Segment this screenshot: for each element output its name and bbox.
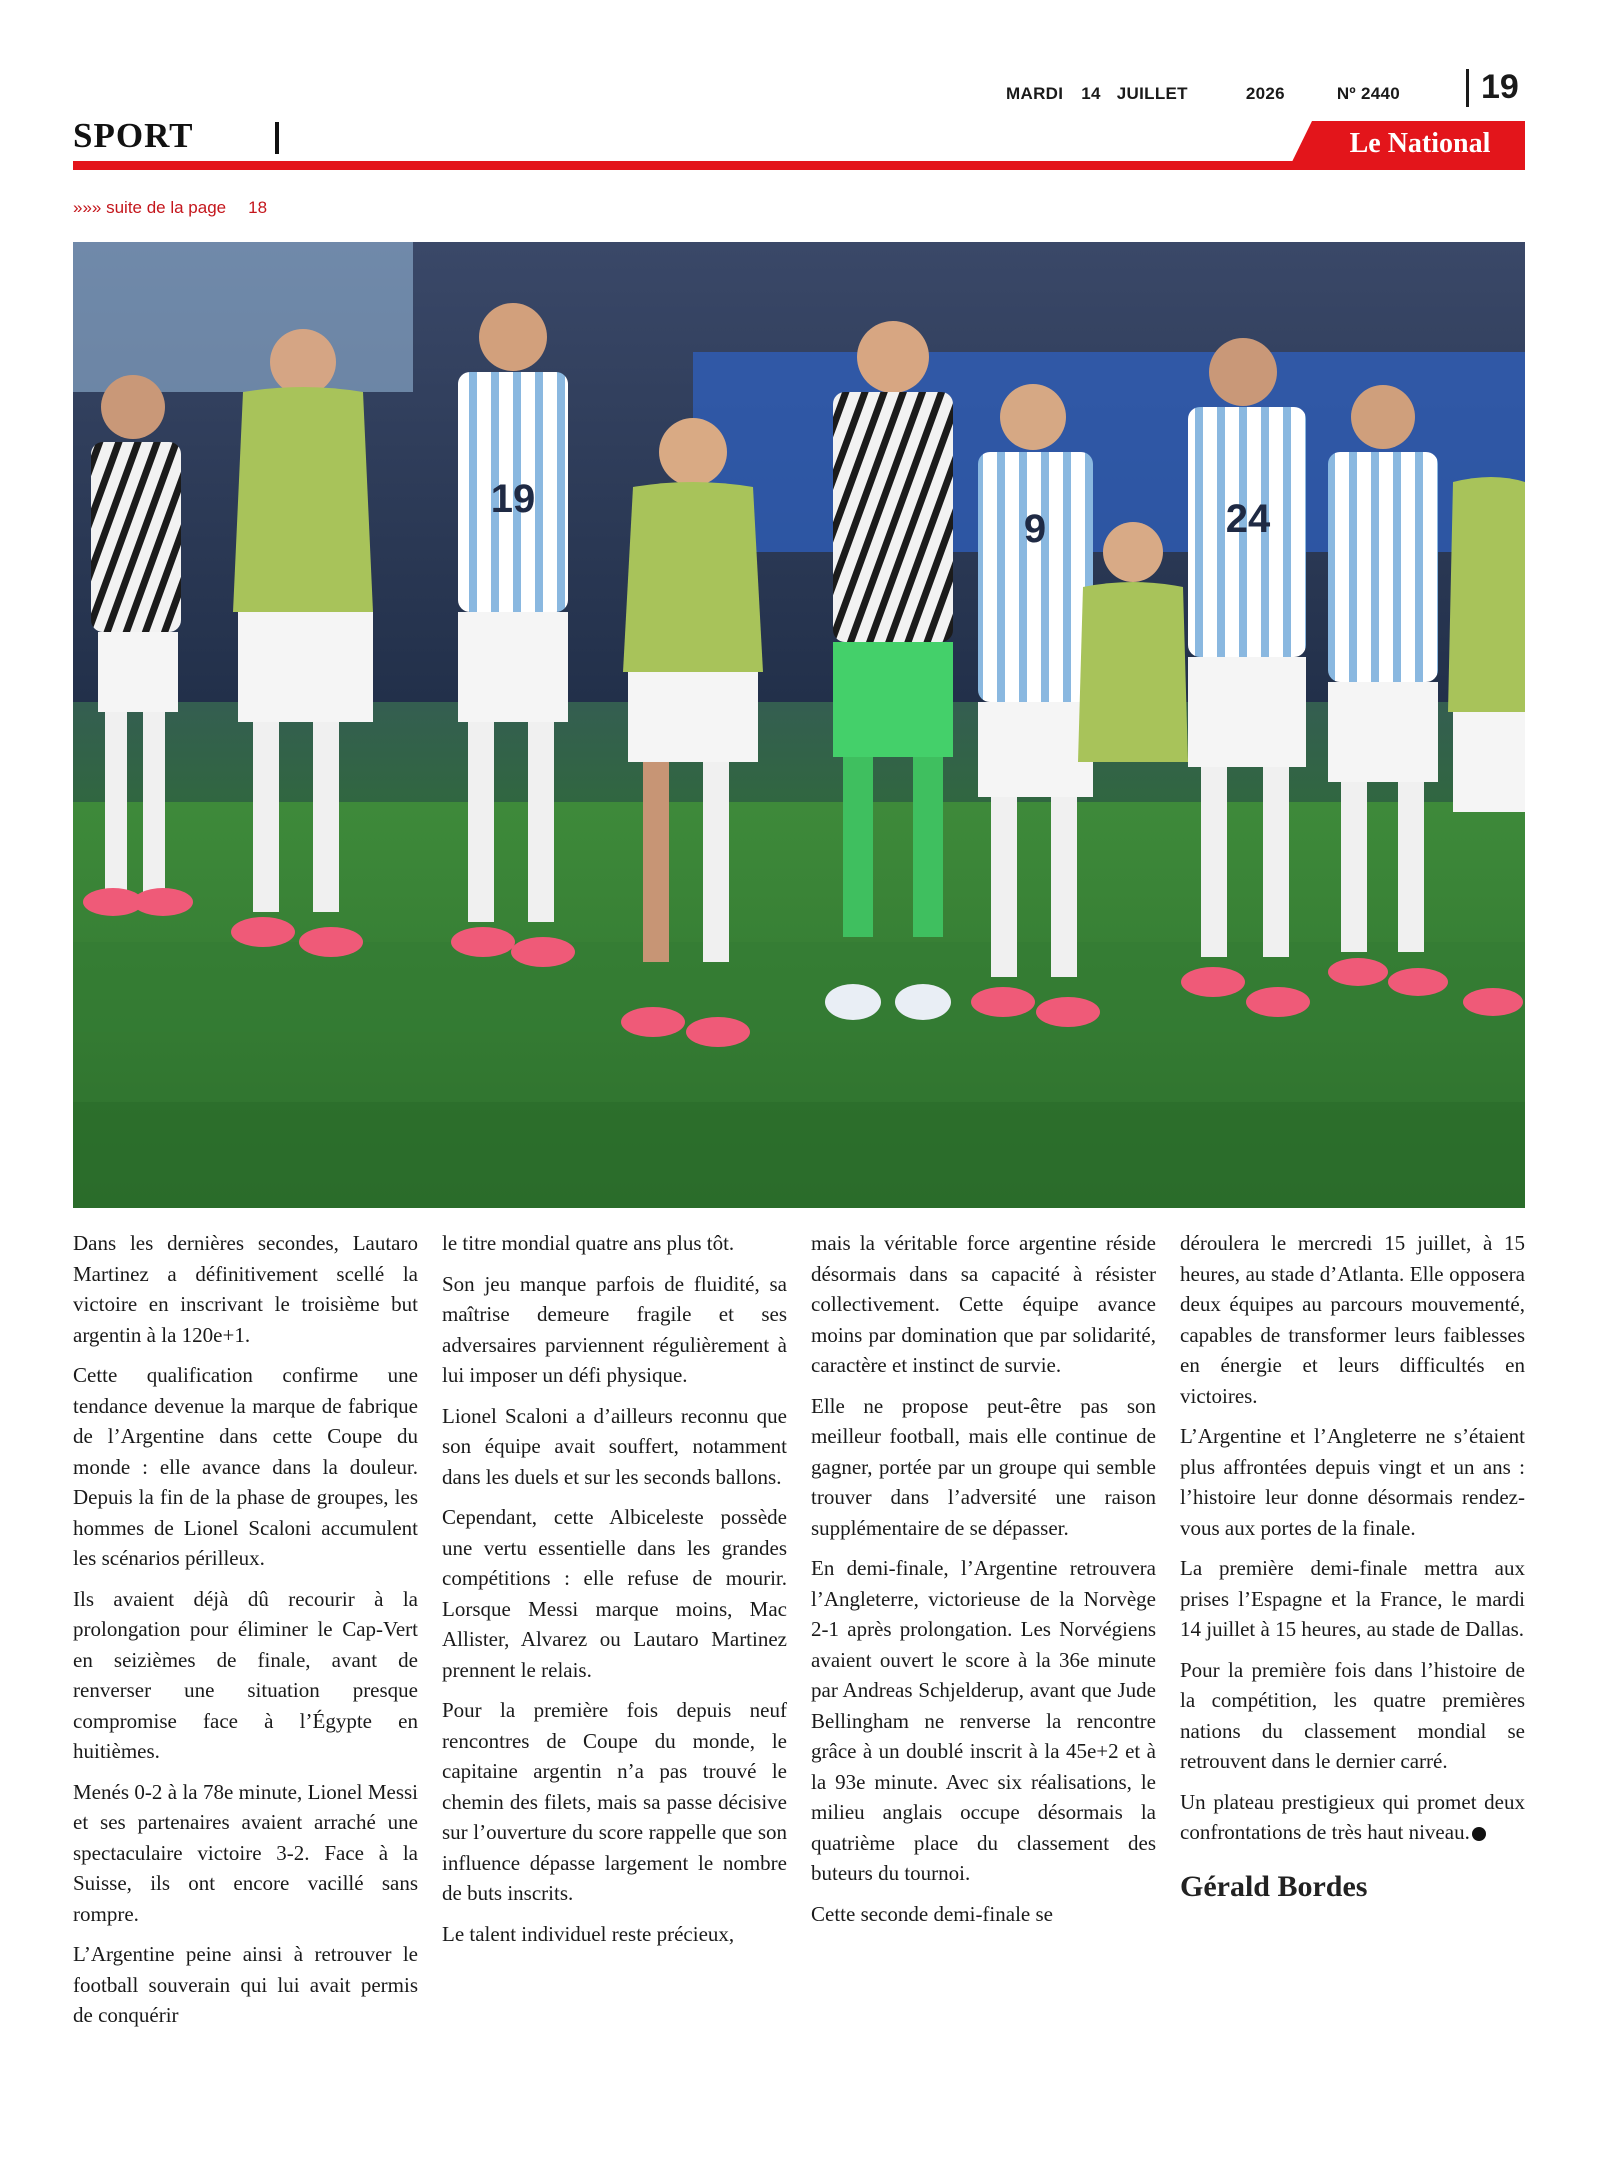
jersey-number: 24 [1225, 497, 1271, 541]
issue-date: 14 [1081, 84, 1101, 103]
fan-banner [73, 242, 413, 392]
photo-illustration [73, 242, 1525, 1208]
paragraph: L’Argentine et l’Angleterre ne s’étaient plus affrontées depuis vingt et un ans : l’histoire leur donne désormais rendez-vous aux portes de la finale. [1180, 1424, 1525, 1540]
article-column-1 [73, 1228, 418, 2041]
paragraph: mais la véritable force argentine réside désormais dans sa capacité à résister collectivement. Cette équipe avance moins par domination que par solidarité, caractère et instinct de survie. [811, 1231, 1156, 1377]
continued-from [73, 198, 267, 218]
continued-label: »»» suite de la page [73, 198, 227, 217]
paragraph: Menés 0-2 à la 78e minute, Lionel Messi et ses partenaires avaient arraché une spectaculaire victoire 3-2. Face à la Suisse, ils ont encore vacillé sans rompre. [73, 1779, 418, 1926]
paragraph: En demi-finale, l’Argentine retrouvera l’Angleterre, victorieuse de la Norvège 2-1 après prolongation. Les Norvégiens avaient ouvert le score à la 36e minute par Andreas Schjelderup, avant que Jude Bellingham ne renverse la rencontre grâce à un doublé inscrit à la 45e+2 et à la 93e minute. Avec six réalisations, le milieu anglais occupe désormais la quatrième place du classement des buteurs du tournoi. [811, 1556, 1156, 1885]
byline: Gérald Bordes [1180, 1869, 1368, 1903]
paragraph-text: Un plateau prestigieux qui promet deux confrontations de très haut niveau. [1180, 1789, 1525, 1844]
jersey-number: 9 [1023, 507, 1047, 551]
issue-meta [1006, 84, 1400, 104]
paragraph-last [1180, 1787, 1525, 1848]
issue-day: MARDI [1006, 84, 1064, 103]
paragraph: Pour la première fois depuis neuf rencontres de Coupe du monde, le capitaine argentin n’a pas trouvé le chemin des filets, mais sa passe décisive sur l’ouverture du score rappelle que son influence dépasse largement le nombre de buts inscrits. [442, 1698, 787, 1905]
paragraph: La première demi-finale mettra aux prises l’Espagne et la France, le mardi 14 juillet à 15 heures, au stade de Dallas. [1180, 1556, 1525, 1641]
paragraph: Cependant, cette Albiceleste possède une vertu essentielle dans les grandes compétitions : elle refuse de mourir. Lorsque Messi marque moins, Mac Allister, Alvarez ou Lautaro Martinez prennent le relais. [442, 1505, 787, 1682]
paragraph: Lionel Scaloni a d’ailleurs reconnu que son équipe avait souffert, notamment dans les duels et sur les seconds ballons. [442, 1403, 787, 1489]
jersey-number: 19 [490, 477, 536, 521]
article-column-4 [1180, 1228, 1525, 2041]
paragraph: Ils avaient déjà dû recourir à la prolongation pour éliminer le Cap-Vert en seizièmes de finale, avant de renverser une situation presque compromise face à l’Égypte en huitièmes. [73, 1586, 418, 1763]
continued-page: 18 [248, 198, 268, 217]
issue-month: JUILLET [1116, 84, 1188, 103]
paragraph: Le talent individuel reste précieux, [442, 1921, 735, 1946]
issue-year: 2026 [1245, 84, 1285, 103]
masthead-title: Le National [1349, 128, 1491, 159]
article-photo [73, 242, 1525, 1208]
article-column-3 [811, 1228, 1156, 2041]
article-body [73, 1228, 1525, 2041]
paragraph: Dans les dernières secondes, Lautaro Martinez a définitivement scellé la victoire en inscrivant le troisième but argentin à la 120e+1. [73, 1231, 418, 1347]
paragraph: Cette qualification confirme une tendance devenue la marque de fabrique de l’Argentine dans cette Coupe du monde : elle avance dans la douleur. Depuis la fin de la phase de groupes, les hommes de Lionel Scaloni accumulent les scénarios périlleux. [73, 1363, 418, 1570]
paragraph: déroulera le mercredi 15 juillet, à 15 heures, au stade d’Atlanta. Elle opposera deux équipes au parcours mouvementé, capables de transformer leurs faiblesses en énergie et leurs difficultés en victoires. [1180, 1231, 1525, 1408]
section-divider [275, 122, 279, 154]
page-number-block [1466, 68, 1519, 107]
article-column-2 [442, 1228, 787, 2041]
page-number: 19 [1481, 68, 1519, 106]
paragraph: Cette seconde demi-finale se [811, 1901, 1053, 1926]
page-number-divider [1466, 69, 1469, 107]
header-rule [73, 161, 1525, 170]
paragraph: le titre mondial quatre ans plus tôt. [442, 1231, 735, 1255]
paragraph: Son jeu manque parfois de fluidité, sa maîtrise demeure fragile et ses adversaires parviennent régulièrement à lui imposer un défi physique. [442, 1271, 787, 1387]
paragraph: Elle ne propose peut-être pas son meilleur football, mais elle continue de gagner, portée par un groupe qui semble trouver dans l’adversité une raison supplémentaire de se dépasser. [811, 1393, 1156, 1540]
end-of-article-icon [1472, 1827, 1486, 1841]
issue-number: Nº 2440 [1336, 84, 1400, 103]
section-title: SPORT [73, 116, 194, 155]
paragraph: Pour la première fois dans l’histoire de la compétition, les quatre premières nations du classement mondial se retrouvent dans le dernier carré. [1180, 1657, 1525, 1773]
paragraph: L’Argentine peine ainsi à retrouver le football souverain qui lui avait permis de conquérir [73, 1942, 418, 2027]
